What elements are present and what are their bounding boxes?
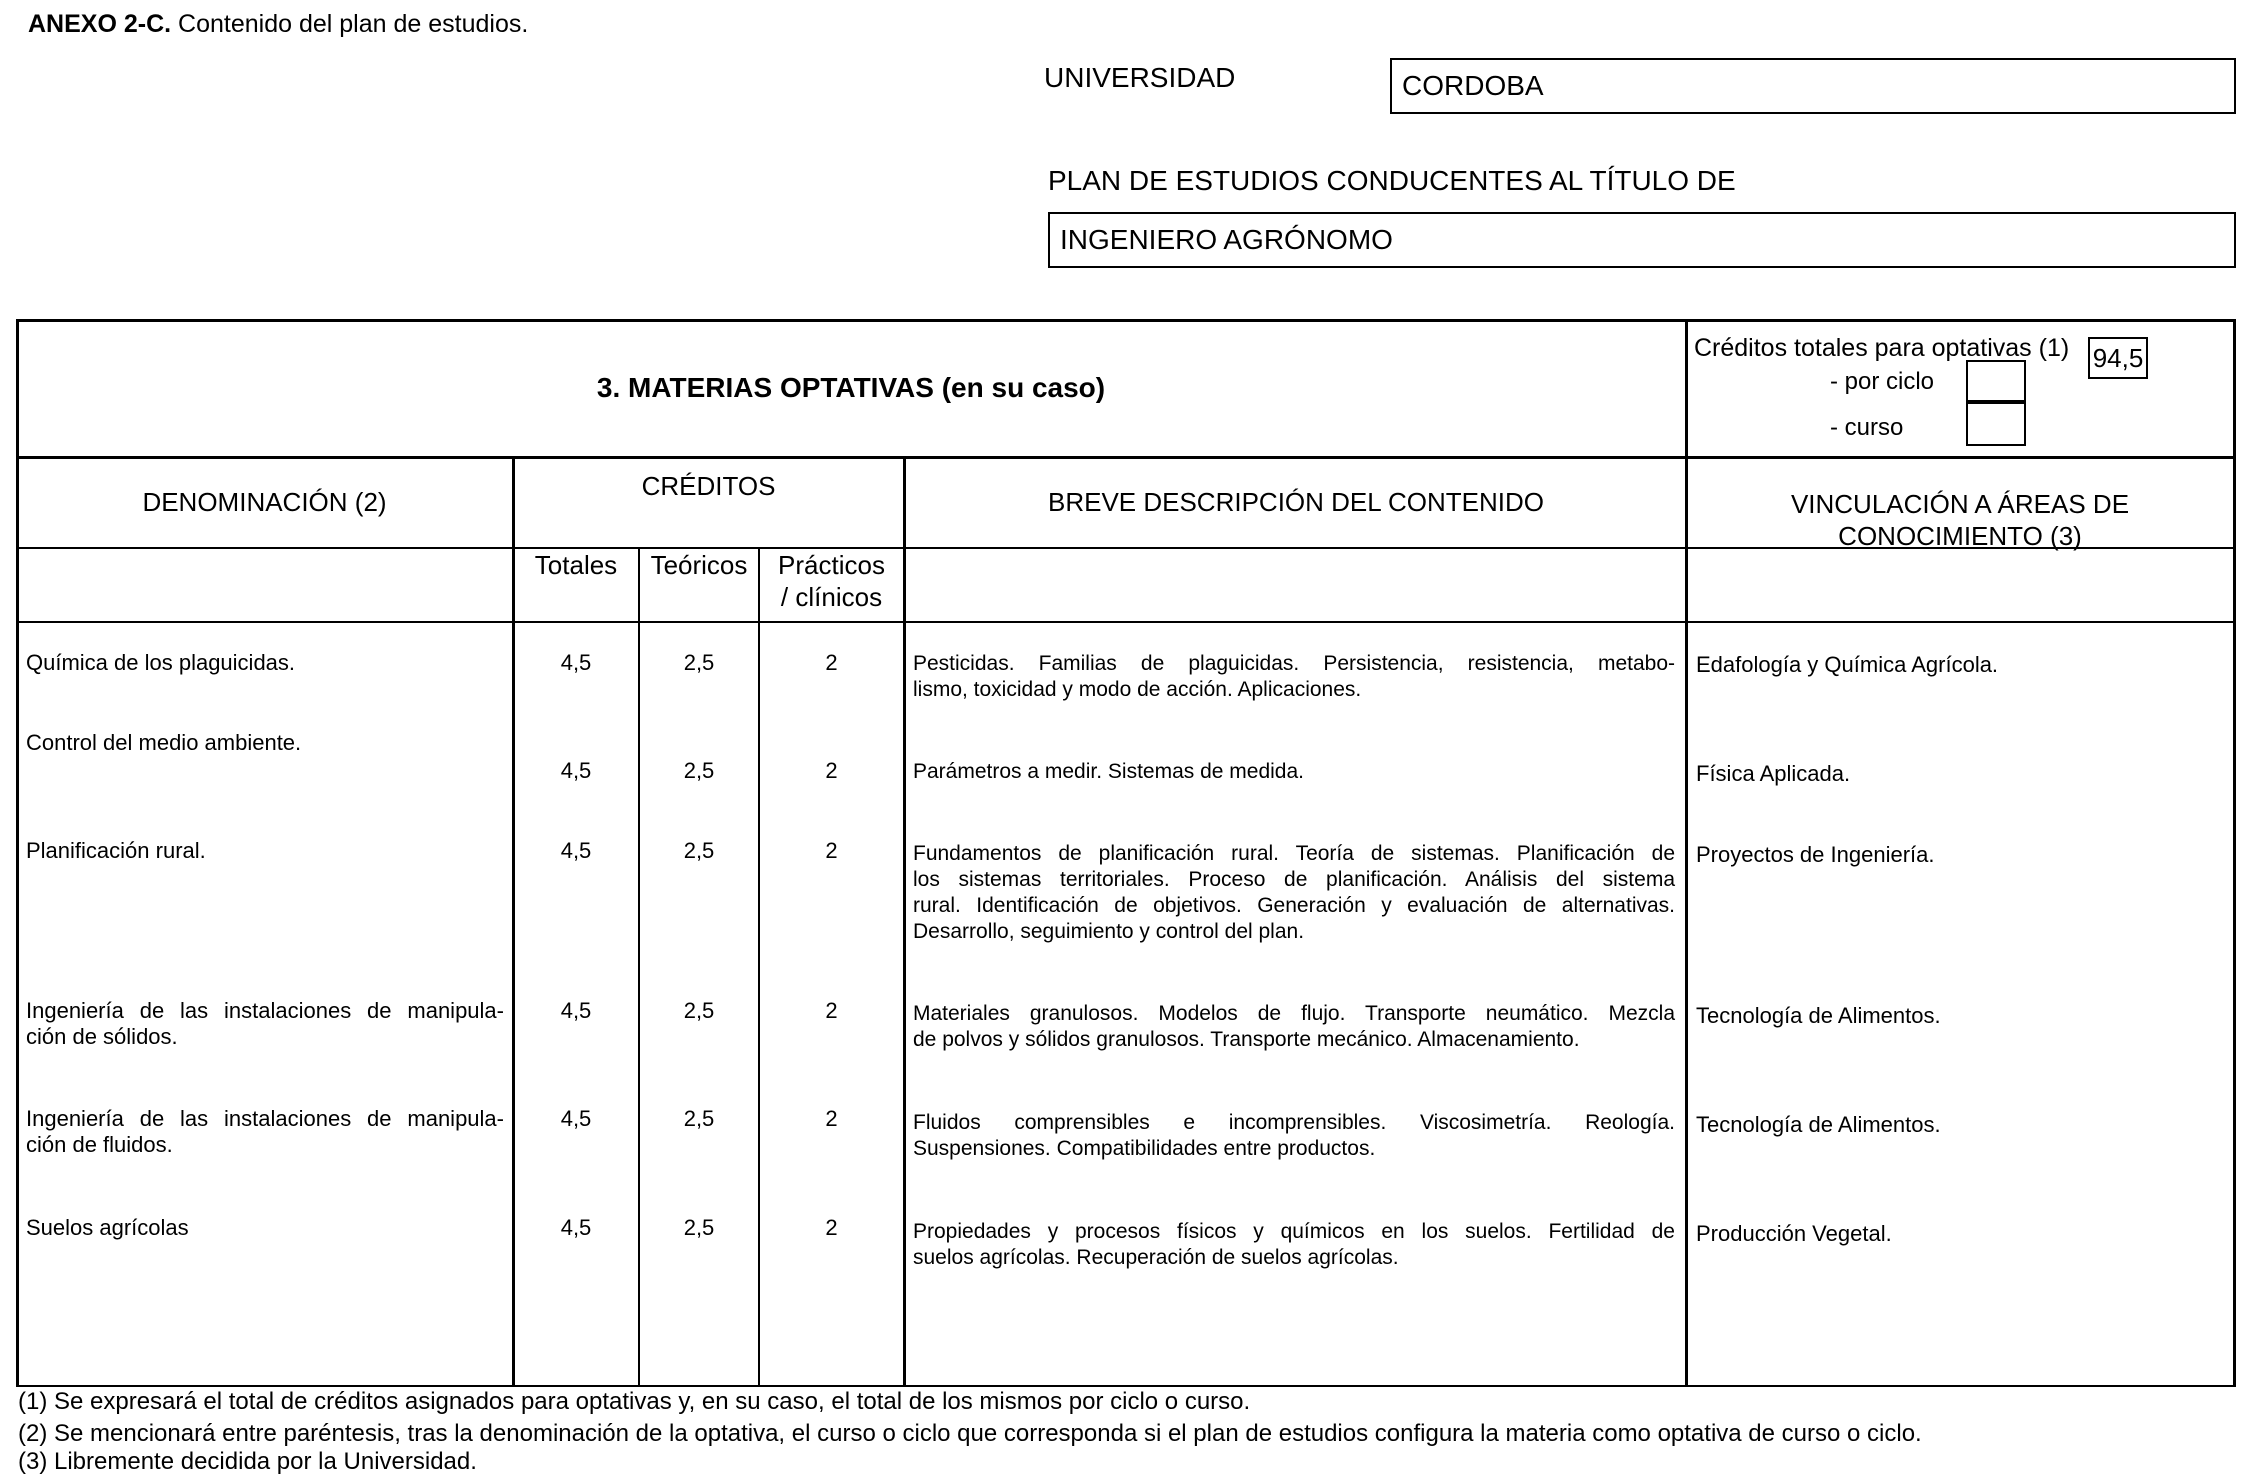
per-course-label: - curso	[1830, 414, 1904, 441]
row-teoricos: 2,5	[683, 838, 715, 863]
annex-text: Contenido del plan de estudios.	[171, 10, 529, 38]
footnote-2: (2) Se mencionará entre paréntesis, tras la denominación de la optativa, el curso o ciclo que corresponda si el plan de estudios configura la materia como optativa de curso o ciclo.	[18, 1420, 1922, 1447]
row-desc-line: Desarrollo, seguimiento y control del plan.	[913, 920, 1305, 943]
row-desc-line: Propiedades y procesos físicos y químicos en los suelos. Fertilidad de	[913, 1220, 1675, 1243]
university-field	[1390, 58, 2236, 114]
row-area: Proyectos de Ingeniería.	[1696, 842, 1935, 867]
row-totales: 4,5	[560, 1215, 592, 1240]
per-cycle-label: - por ciclo	[1830, 368, 1935, 395]
per-course-box	[1966, 402, 2026, 446]
row-area: Física Aplicada.	[1696, 761, 1851, 786]
row-teoricos: 2,5	[683, 758, 715, 783]
row-desc-line: Parámetros a medir. Sistemas de medida.	[913, 760, 1305, 783]
row-name-cont: ción de sólidos.	[26, 1024, 178, 1049]
university-label: UNIVERSIDAD	[1044, 62, 1236, 93]
row-name: Ingeniería de las instalaciones de manipula-	[26, 1106, 504, 1131]
row-area: Tecnología de Alimentos.	[1696, 1003, 1941, 1028]
per-cycle-box	[1966, 360, 2026, 402]
col-vinculacion-2: CONOCIMIENTO (3)	[1838, 521, 2082, 551]
row-desc-line: Suspensiones. Compatibilidades entre productos.	[913, 1137, 1376, 1160]
row-desc-line: lismo, toxicidad y modo de acción. Aplicaciones.	[913, 678, 1362, 701]
university-value: CORDOBA	[1402, 70, 1544, 101]
col-vinculacion-1: VINCULACIÓN A ÁREAS DE	[1790, 489, 2130, 519]
plan-value: INGENIERO AGRÓNOMO	[1060, 224, 1393, 255]
credits-total-label: Créditos totales para optativas (1)	[1694, 334, 2070, 362]
row-desc-line: Fluidos comprensibles e incomprensibles. Viscosimetría. Reología.	[913, 1111, 1675, 1134]
row-practicos: 2	[825, 650, 838, 675]
row-desc-line: suelos agrícolas. Recuperación de suelos agrícolas.	[913, 1246, 1399, 1269]
row-desc-line: Fundamentos de planificación rural. Teoría de sistemas. Planificación de	[913, 842, 1675, 865]
row-totales: 4,5	[560, 838, 592, 863]
row-desc-line: Pesticidas. Familias de plaguicidas. Persistencia, resistencia, metabo-	[913, 652, 1675, 675]
row-teoricos: 2,5	[683, 998, 715, 1023]
row-teoricos: 2,5	[683, 1215, 715, 1240]
row-totales: 4,5	[560, 758, 592, 783]
table-title: 3. MATERIAS OPTATIVAS (en su caso)	[596, 372, 1106, 403]
plan-label: PLAN DE ESTUDIOS CONDUCENTES AL TÍTULO DE	[1048, 165, 1736, 196]
col-totales: Totales	[534, 550, 618, 580]
row-totales: 4,5	[560, 998, 592, 1023]
row-name-cont: ción de fluidos.	[26, 1132, 173, 1157]
row-area: Edafología y Química Agrícola.	[1696, 652, 1999, 677]
annex-label: ANEXO 2-C.	[28, 10, 172, 38]
row-totales: 4,5	[560, 650, 592, 675]
annex-title	[28, 10, 528, 39]
row-name: Planificación rural.	[26, 838, 206, 863]
row-desc-line: los sistemas territoriales. Proceso de planificación. Análisis del sistema	[913, 868, 1675, 891]
col-teoricos: Teóricos	[650, 550, 748, 580]
credits-total-value: 94,5	[2092, 343, 2144, 373]
col-descripcion: BREVE DESCRIPCIÓN DEL CONTENIDO	[1047, 487, 1544, 517]
footnote-1: (1) Se expresará el total de créditos asignados para optativas y, en su caso, el total de los mismos por ciclo o curso.	[18, 1388, 1251, 1415]
col-practicos-2: / clínicos	[780, 582, 883, 612]
row-area: Producción Vegetal.	[1696, 1221, 1892, 1246]
plan-field	[1048, 212, 2236, 268]
credits-total-box	[2088, 337, 2148, 379]
row-name: Ingeniería de las instalaciones de manipula-	[26, 998, 504, 1023]
row-desc-line: de polvos y sólidos granulosos. Transporte mecánico. Almacenamiento.	[913, 1028, 1580, 1051]
footnote-3: (3) Libremente decidida por la Universidad.	[18, 1448, 477, 1475]
row-teoricos: 2,5	[683, 650, 715, 675]
row-practicos: 2	[825, 1106, 838, 1131]
row-practicos: 2	[825, 1215, 838, 1240]
col-creditos: CRÉDITOS	[641, 471, 776, 501]
row-name: Control del medio ambiente.	[26, 730, 302, 755]
row-name: Química de los plaguicidas.	[26, 650, 296, 675]
row-name: Suelos agrícolas	[26, 1215, 189, 1240]
row-practicos: 2	[825, 838, 838, 863]
row-area: Tecnología de Alimentos.	[1696, 1112, 1941, 1137]
col-denominacion: DENOMINACIÓN (2)	[142, 487, 387, 517]
row-totales: 4,5	[560, 1106, 592, 1131]
row-practicos: 2	[825, 998, 838, 1023]
row-desc-line: Materiales granulosos. Modelos de flujo. Transporte neumático. Mezcla	[913, 1002, 1675, 1025]
row-teoricos: 2,5	[683, 1106, 715, 1131]
row-practicos: 2	[825, 758, 838, 783]
col-practicos-1: Prácticos	[778, 550, 885, 580]
row-desc-line: rural. Identificación de objetivos. Generación y evaluación de alternativas.	[913, 894, 1675, 917]
